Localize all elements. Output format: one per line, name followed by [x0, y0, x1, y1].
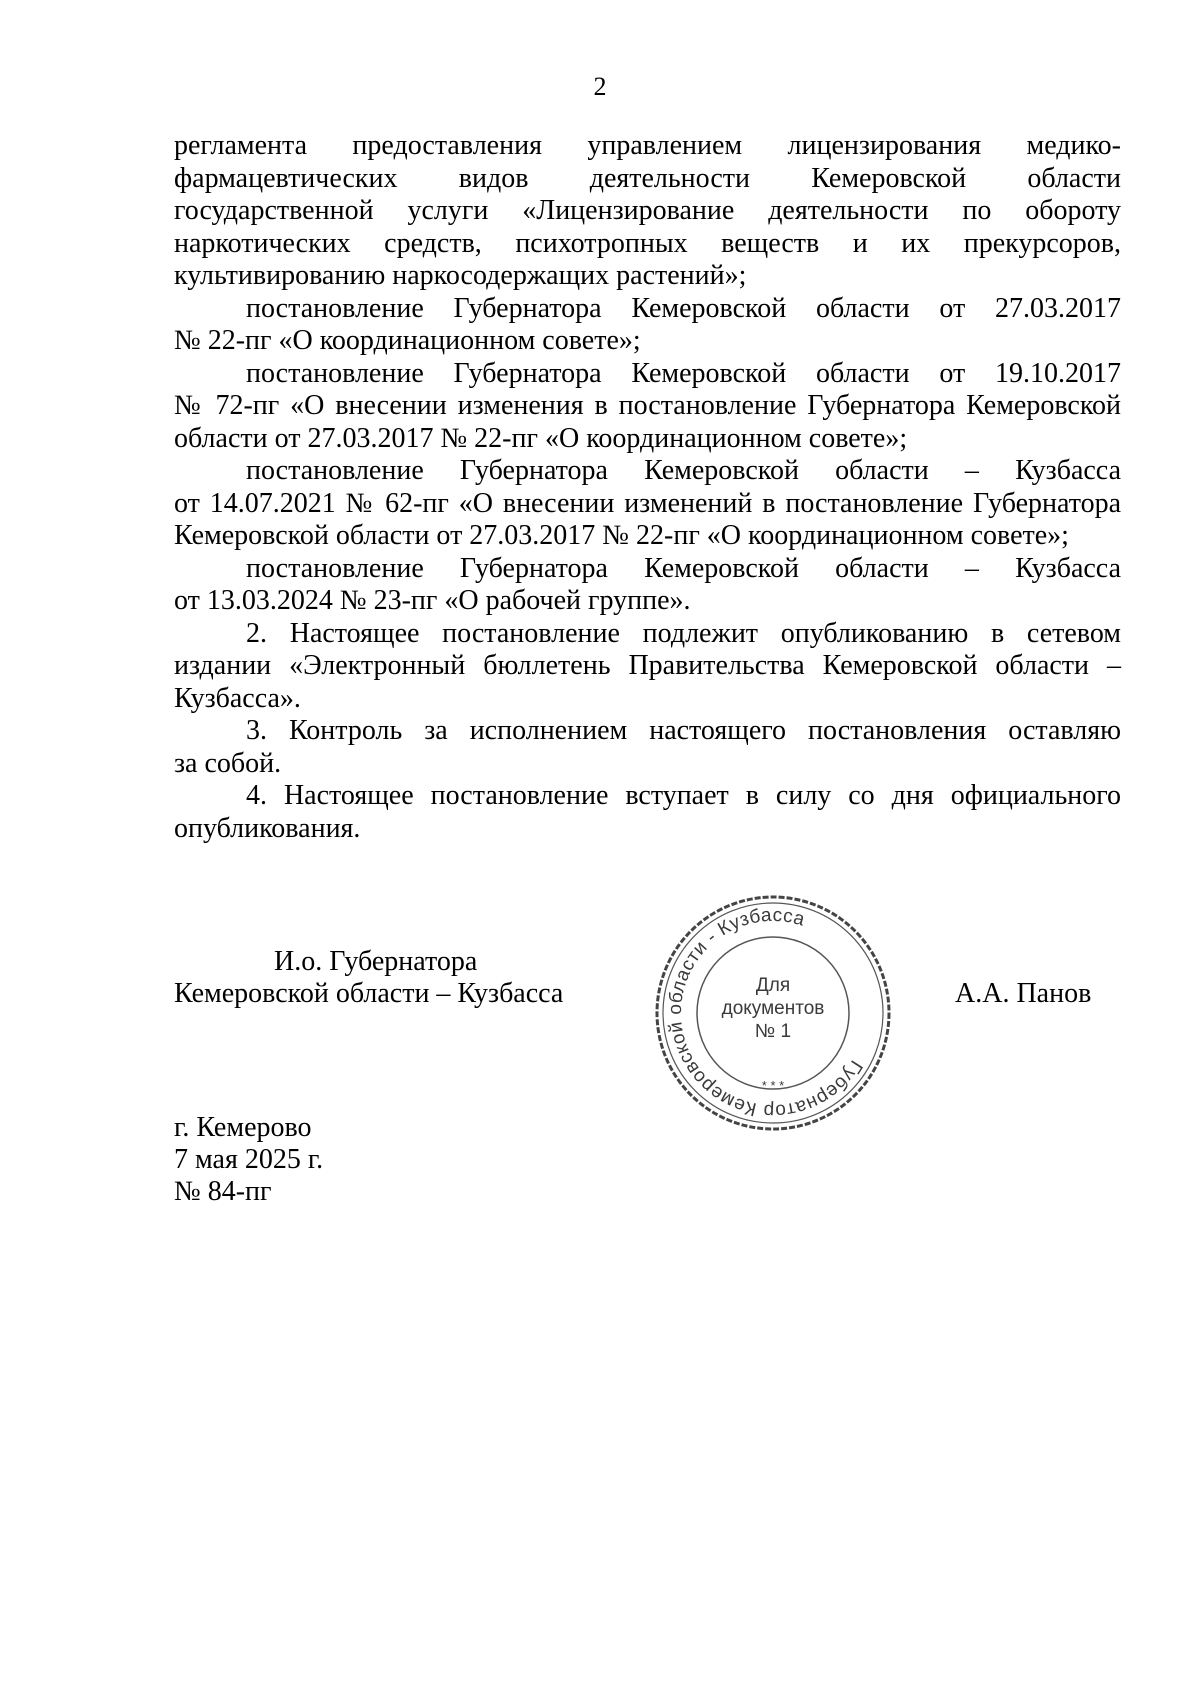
- body-line: культивированию наркосодержащих растений»;: [174, 260, 747, 291]
- page-number: 2: [593, 72, 607, 101]
- seal-center-line: № 1: [754, 1021, 792, 1042]
- issue-city: г. Кемерово: [174, 1112, 312, 1143]
- body-line: № 72-пг «О внесении изменения в постановление Губернатора Кемеровской: [174, 390, 1121, 421]
- body-line: государственной услуги «Лицензирование деятельности по обороту: [174, 195, 1121, 226]
- body-line: № 22-пг «О координационном совете»;: [174, 325, 641, 356]
- body-line: за собой.: [174, 747, 282, 779]
- issue-details: [174, 1112, 323, 1208]
- body-line: Кемеровской области от 27.03.2017 № 22-пг «О координационном совете»;: [174, 520, 1069, 551]
- body-line: наркотических средств, психотропных веществ и их прекурсоров,: [174, 227, 1121, 259]
- body-line: постановление Губернатора Кемеровской области от 19.10.2017: [246, 357, 1121, 389]
- body-line: регламента предоставления управлением лицензирования медико-: [174, 130, 1121, 161]
- document-number: № 84-пг: [174, 1176, 272, 1207]
- body-line: 3. Контроль за исполнением настоящего постановления оставляю: [246, 715, 1121, 746]
- seal-center-line: документов: [721, 998, 825, 1019]
- signatory-position: И.о. Губернатора: [274, 946, 478, 977]
- body-line: постановление Губернатора Кемеровской области от 27.03.2017: [246, 292, 1121, 324]
- body-line: опубликования.: [174, 812, 361, 844]
- body-line: 2. Настоящее постановление подлежит опубликованию в сетевом: [246, 617, 1121, 649]
- issue-date: 7 мая 2025 г.: [174, 1144, 324, 1175]
- body-line: фармацевтических видов деятельности Кемеровской области: [174, 162, 1121, 194]
- signatory-name: А.А. Панов: [955, 978, 1092, 1009]
- body-line: постановление Губернатора Кемеровской области – Кузбасса: [246, 455, 1121, 486]
- body-line: от 13.03.2024 № 23-пг «О рабочей группе».: [174, 585, 691, 616]
- body-line: Кузбасса».: [174, 682, 301, 714]
- official-seal: [653, 893, 893, 1133]
- body-line: области от 27.03.2017 № 22-пг «О координационном совете»;: [174, 422, 908, 454]
- document-body: [174, 130, 1121, 845]
- seal-ring-text: Губернатор Кемеровской области - Кузбасса: [664, 904, 867, 1122]
- signatory-region: Кемеровской области – Кузбасса: [174, 978, 564, 1009]
- signatory-title: [174, 946, 604, 1010]
- body-line: от 14.07.2021 № 62-пг «О внесении изменений в постановление Губернатора: [174, 487, 1121, 519]
- body-line: 4. Настоящее постановление вступает в силу со дня официального: [246, 780, 1121, 811]
- body-line: издании «Электронный бюллетень Правительства Кемеровской области –: [174, 650, 1121, 681]
- seal-stars: * * *: [761, 1078, 785, 1093]
- seal-center-line: Для: [755, 975, 791, 996]
- body-line: постановление Губернатора Кемеровской области – Кузбасса: [246, 552, 1121, 584]
